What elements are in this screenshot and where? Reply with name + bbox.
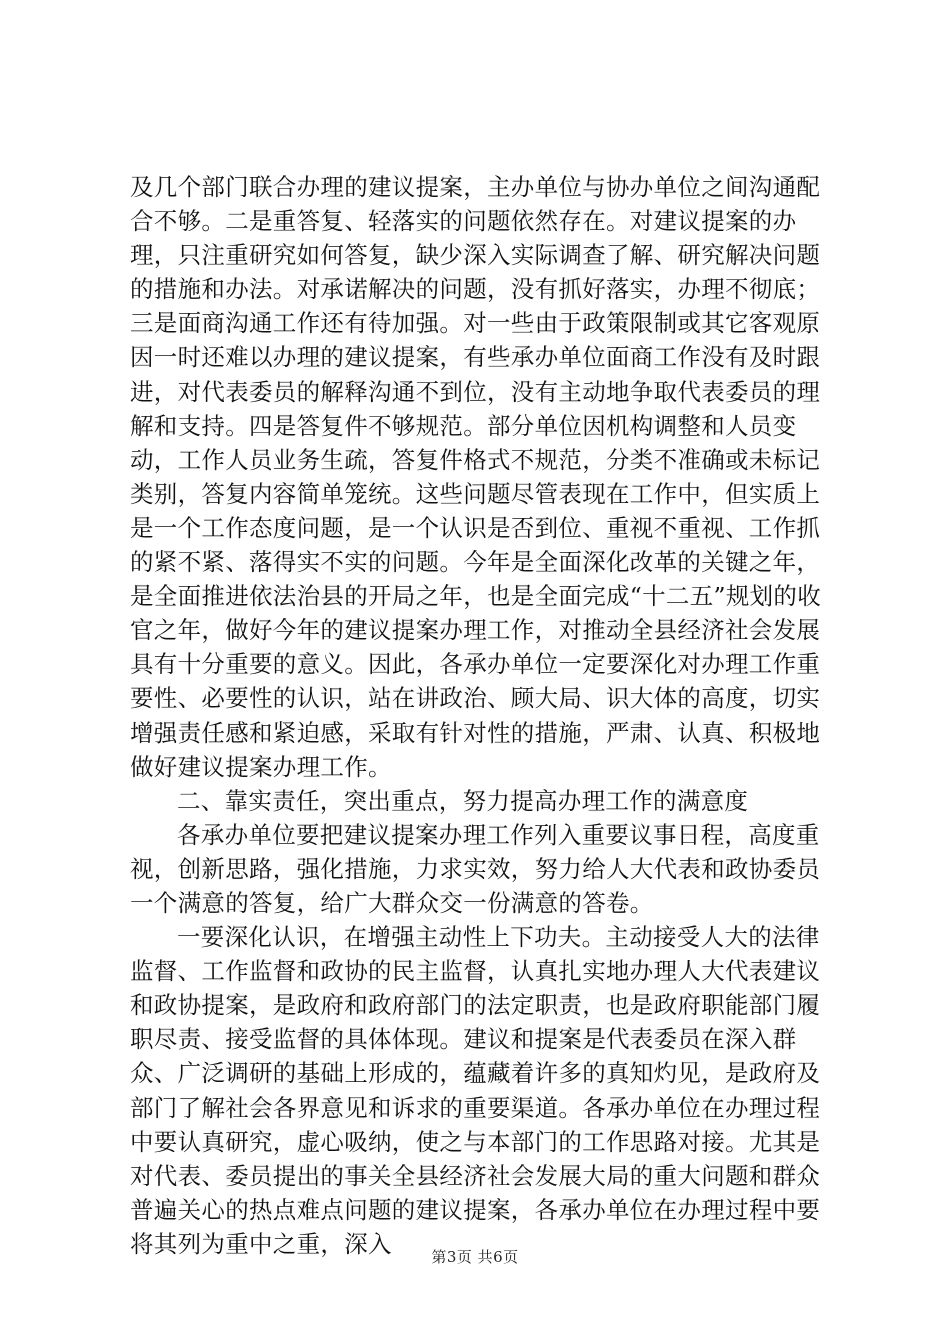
document-body [130,170,830,1261]
paragraph-continued: 及几个部门联合办理的建议提案，主办单位与协办单位之间沟通配合不够。二是重答复、轻落实的问题依然存在。对建议提案的办理，只注重研究如何答复，缺少深入实际调查了解、研究解决问题的措施和办法。对承诺解决的问题，没有抓好落实，办理不彻底；三是面商沟通工作还有待加强。对一些由于政策限制或其它客观原因一时还难以办理的建议提案，有些承办单位面商工作没有及时跟进，对代表委员的解释沟通不到位，没有主动地争取代表委员的理解和支持。四是答复件不够规范。部分单位因机构调整和人员变动，工作人员业务生疏，答复件格式不规范，分类不准确或未标记类别，答复内容简单笼统。这些问题尽管表现在工作中，但实质上是一个工作态度问题，是一个认识是否到位、重视不重视、工作抓的紧不紧、落得实不实的问题。今年是全面深化改革的关键之年，是全面推进依法治县的开局之年，也是全面完成“十二五”规划的收官之年，做好今年的建议提案办理工作，对推动全县经济社会发展具有十分重要的意义。因此，各承办单位一定要深化对办理工作重要性、必要性的认识，站在讲政治、顾大局、识大体的高度，切实增强责任感和紧迫感，采取有针对性的措施，严肃、认真、积极地做好建议提案办理工作。 [130,173,822,781]
paragraph: 一要深化认识，在增强主动性上下功夫。主动接受人大的法律监督、工作监督和政协的民主监督，认真扎实地办理人大代表建议和政协提案，是政府和政府部门的法定职责，也是政府职能部门履职尽责、接受监督的具体体现。建议和提案是代表委员在深入群众、广泛调研的基础上形成的，蕴藏着许多的真知灼见，是政府及部门了解社会各界意见和诉求的重要渠道。各承办单位在办理过程中要认真研究，虚心吸纳，使之与本部门的工作思路对接。尤其是对代表、委员提出的事关全县经济社会发展大局的重大问题和群众普遍关心的热点难点问题的建议提案，各承办单位在办理过程中要将其列为重中之重，深入 [130,923,821,1258]
section-heading: 二、靠实责任，突出重点，努力提高办理工作的满意度 [177,786,749,815]
paragraph: 各承办单位要把建议提案办理工作列入重要议事日程，高度重视，创新思路，强化措施，力求实效，努力给人大代表和政协委员一个满意的答复，给广大群众交一份满意的答卷。 [130,820,821,917]
page-number-footer: 第3页 共6页 [431,1248,519,1266]
